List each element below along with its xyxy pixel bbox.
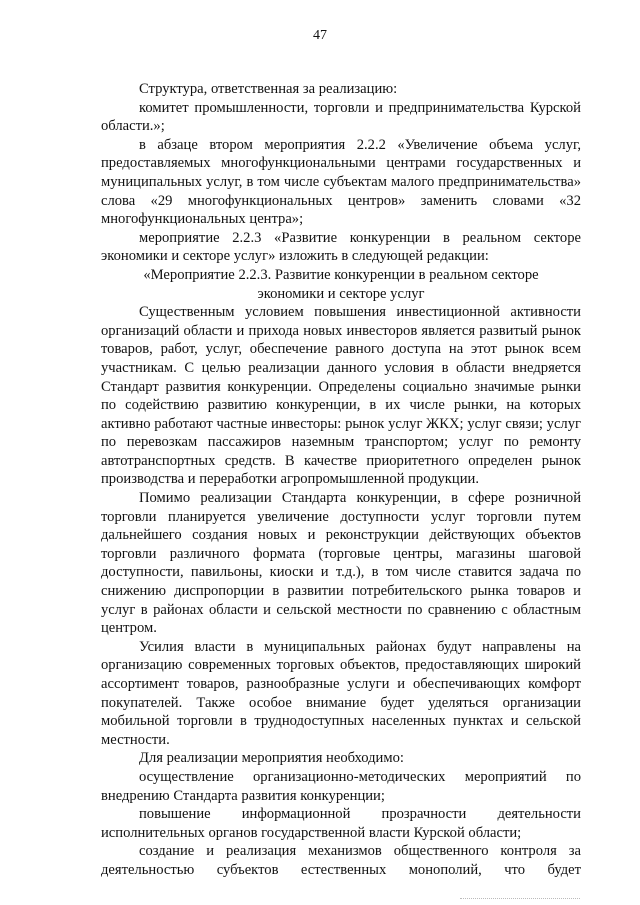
- paragraph-requirements-intro: Для реализации мероприятия необходимо:: [139, 750, 404, 767]
- document-body: [101, 80, 581, 880]
- paragraph-responsible-title: Структура, ответственная за реализацию:: [139, 81, 398, 97]
- list-item-transparency: повышение информационной прозрачности деятельности исполнительных органов государственной власти Курской области;: [101, 806, 581, 841]
- paragraph-amendment-2-2-3: мероприятие 2.2.3 «Развитие конкуренции в реальном секторе экономики и секторе услуг» изложить в следующей редакции:: [101, 229, 581, 265]
- scan-artifact: [460, 897, 580, 899]
- list-item-methodological: осуществление организационно-методических мероприятий по внедрению Стандарта развития конкуренции;: [101, 768, 581, 804]
- paragraph-committee: комитет промышленности, торговли и предпринимательства Курской области.»;: [101, 99, 581, 135]
- paragraph-amendment-2-2-2: в абзаце втором мероприятия 2.2.2 «Увеличение объема услуг, предоставляемых многофункциональными центрами государственных и муниципальных услуг, в том числе субъектам малого предпринимательства» слова «29 многофункциональных центров» заменить словами «32 многофункциональных центра»;: [101, 136, 581, 228]
- paragraph-retail-trade: Помимо реализации Стандарта конкуренции, в сфере розничной торговли планируется увеличение доступности услуг торговли путем дальнейшего создания новых и реконструкции действующих объектов торговли различного формата (торговые центры, магазины шаговой доступности, павильоны, киоски и т.д.), в том числе ставится задача по снижению диспропорции в развитии потребительского рынка товаров и услуг в районах области и сельской местности по сравнению с областным центром.: [101, 490, 581, 637]
- section-heading: «Мероприятие 2.2.3. Развитие конкуренции в реальном секторе экономики и секторе услуг: [143, 266, 539, 302]
- paragraph-municipal-efforts: Усилия власти в муниципальных районах будут направлены на организацию современных торговых объектов, предоставляющих широкий ассортимент товаров, разнообразные услуги и обеспечивающих комфорт покупателей. Также особое внимание будет уделяться организации мобильной торговли в труднодоступных населенных пунктах и сельской местности.: [101, 638, 581, 748]
- list-item-public-control: создание и реализация механизмов общественного контроля за деятельностью субъектов естественных монополий, что будет: [101, 843, 581, 878]
- page-number: 47: [313, 28, 327, 43]
- paragraph-competition-conditions: Существенным условием повышения инвестиционной активности организаций области и прихода новых инвесторов является развитый рынок товаров, работ, услуг, обеспечение равного доступа на этот рынок всем участникам. С целью реализации данного условия в области внедряется Стандарт развития конкуренции. Определены социально значимые рынки по содействию развитию конкуренции, в их числе рынки, на которых активно работают частные инвесторы: рынок услуг ЖКХ; услуг связи; услуг по перевозкам пассажиров наземным транспортом; услуг по ремонту автотранспортных средств. В качестве приоритетного определен рынок производства и переработки агропромышленной продукции.: [101, 304, 581, 488]
